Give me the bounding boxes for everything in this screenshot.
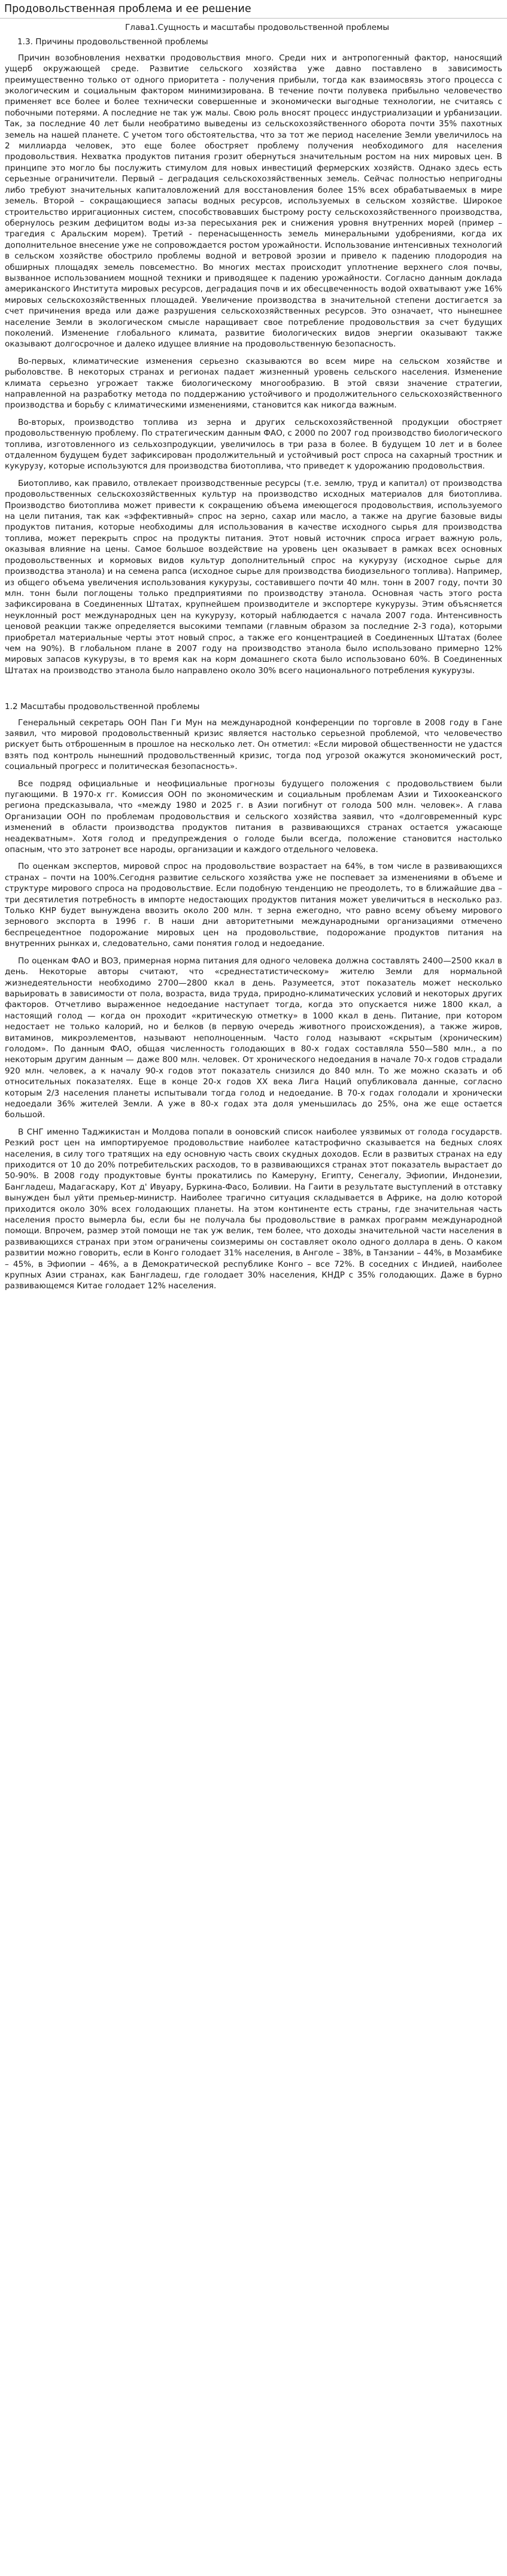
paragraph: Биотопливо, как правило, отвлекает производственные ресурсы (т.е. землю, труд и капитал) от производства продовольственных сельскохозяйственных культур на производство исходных материалов для биотоплива. Производство биотоплива может привести к сокращению объема имеющегося продовольствия, используемого на цели питания, так как «эффективный» спрос на зерно, сахар или масло, а также на другие базовые виды продуктов питания, которые необходимы для использования в качестве исходного сырья для производства топлива, может перекрыть спрос на продукты питания. Этот новый источник спроса играет важную роль, оказывая влияние на цены. Самое большое воздействие на уровень цен оказывает в рамках всех основных продовольственных и кормовых видов культур дополнительный спрос на кукурузу (исходное сырье для производства этанола) и на семена рапса (исходное сырье для производства биодизельного топлива). Например, из общего объема увеличения использования кукурузы, составившего почти 40 млн. тонн в 2007 году, почти 30 млн. тонн были поглощены только предприятиями по производству этанола. Основная часть этого роста зафиксирована в Соединенных Штатах, крупнейшем производителе и экспортере кукурузы. Этим объясняется неуклонный рост международных цен на кукурузу, который наблюдается с начала 2007 года. Интенсивность ценовой реакции также определяется высокими темпами (главным образом за последние 2-3 года), которыми приобретал материальные черты этот новый спрос, а также его концентрацией в Соединенных Штатах (более чем на 90%). В глобальном плане в 2007 году на производство этанола было использовано примерно 12% мировых запасов кукурузы, в то время как на корм домашнего скота было использовано 60%. В Соединенных Штатах на производство этанола было направлено около 30% всего национального потребления кукурузы. [5,478,502,676]
paragraph: Во-вторых, производство топлива из зерна и других сельскохозяйственной продукции обостряет продовольственную проблему. По стратегическим данным ФАО, с 2000 по 2007 год производство биологического топлива, изготовленного из сельхозпродукции, увеличилось в три раза в более. В будущем 10 лет и в более отдаленном будущем будет зафиксирован продолжительный и устойчивый рост спроса на сахарный тростник и кукурузу, которые используются для производства биотоплива, что приведет к удорожанию продовольствия. [5,417,502,472]
page-header [0,0,507,19]
section-scale [5,701,502,1292]
paragraph: Во-первых, климатические изменения серьезно сказываются во всем мире на сельском хозяйстве и рыболовстве. В некоторых странах и регионах падает жизненный уровень сельского населения. Изменение климата серьезно угрожает также биологическому многообразию. В этой связи значение стратегии, направленной на разработку метода по поддержанию устойчивого и продолжительного сельскохозяйственного производства и борьбу с климатическими изменениями, становится как никогда важным. [5,356,502,410]
section-heading: 1.2 Масштабы продовольственной проблемы [5,702,200,712]
document-body [0,22,507,1292]
page-title: Продовольственная проблема и ее решение [4,3,251,15]
section-heading: 1.3. Причины продовольственной проблемы [17,37,208,47]
chapter-heading: Глава1.Сущность и масштабы продовольственной проблемы [125,23,390,32]
paragraph: В СНГ именно Таджикистан и Молдова попали в ооновский список наиболее уязвимых от голода государств. Резкий рост цен на импортируемое продовольствие наиболее катастрофично сказывается на бедных слоях населения, в силу того тратящих на еду основную часть своих скудных доходов. Если в развитых странах на еду приходится от 10 до 20% потребительских расходов, то в развивающихся странах этот показатель вырастает до 50-90%. В 2008 году продуктовые бунты прокатились по Камеруну, Египту, Сенегалу, Эфиопии, Индонезии, Бангладеш, Мадагаскару, Кот д' Ивуару, Буркина-Фасо, Боливии. На Гаити в результате выступлений в отставку вынужден был уйти премьер-министр. Наиболее трагично ситуация складывается в Африке, на долю которой приходится около 30% всех голодающих планеты. На этом континенте есть страны, где значительная часть населения просто вымерла бы, если бы не получала бы продовольствие в рамках программ международной помощи. Впрочем, размер этой помощи не так уж велик, тем более, что доходы значительной части населения в развивающихся странах при этом ограничены соизмеримы он составляет около одного доллара в день. О каком развитии можно говорить, если в Конго голодает 31% населения, в Анголе – 38%, в Танзании – 44%, в Мозамбике – 45%, в Эфиопии – 46%, а в Демократической республике Конго – все 72%. В соседних с Индией, наиболее крупных Азии странах, как Бангладеш, где голодает 30% населения, КНДР с 35% голодающих. Даже в бурно развивающемся Китае голодает 12% населения. [5,1127,502,1291]
paragraph: Генеральный секретарь ООН Пан Ги Мун на международной конференции по торговле в 2008 году в Гане заявил, что мировой продовольственный кризис является настолько серьезной проблемой, что человечество рискует быть отброшенным в прошлое на несколько лет. Он отметил: «Если мировой общественности не удастся взять под контроль нынешний продовольственный кризис, тогда под угрозой окажутся экономический рост, социальный прогресс и политическая безопасность». [5,717,502,772]
paragraph: Все подряд официальные и неофициальные прогнозы будущего положения с продовольствием были пугающими. В 1970-х гг. Комиссия ООН по экономическим и социальным проблемам Азии и Тихоокеанского региона предсказывала, что «между 1980 и 2025 г. в Азии погибнут от голода 500 млн. человек». А глава Организации ООН по проблемам продовольствия и сельского хозяйства заявил, что «долговременный курс изменений в области производства продуктов питания в развивающихся странах остается ужасающе неадекватным». Хотя голод и предупреждения о голоде были всегда, положение становится настолько опасным, что это затронет все народы, организации и каждого отдельного человека. [5,778,502,855]
paragraph: Причин возобновления нехватки продовольствия много. Среди них и антропогенный фактор, наносящий ущерб окружающей среде. Развитие сельского хозяйства уже давно поставлено в зависимость преимущественно только от одного приоритета - получения прибыли, тогда как взаимосвязь этого процесса с экологическим и социальным фактором минимизирована. В течение почти полувека прибыльно человечество применяет все более и более технически совершенные и экономически выгодные технологии, не считаясь с побочными потерями. А последние не так уж малы. Свою роль вносят процесс индустриализации и урбанизации. Так, за последние 40 лет были необратимо выведены из сельскохозяйственного оборота почти 35% пахотных земель на нашей планете. С учетом того обстоятельства, что за тот же период население Земли увеличилось на 2 миллиарда человек, это еще более обостряет проблему получения необходимого для населения продовольствия. Нехватка продуктов питания грозит обернуться значительным ростом на них мировых цен. В принципе это могло бы послужить стимулом для новых инвестиций фермерских хозяйств. Однако здесь есть серьезные ограничители. Первый – деградация сельскохозяйственных земель. Сейчас полностью непригодны либо требуют значительных капиталовложений для восстановления более 15% всех обрабатываемых в мире земель. Второй – сокращающиеся запасы водных ресурсов, используемых в сельском хозяйстве. Широкое строительство ирригационных систем, способствовавших быстрому росту сельскохозяйственного производства, обернулось резким дефицитом воды из-за пересыхания рек и снижения уровня внутренних морей (пример – трагедия с Аральским морем). Третий - перенасыщенность земель минеральными удобрениями, когда их дополнительное внесение уже не сопровождается ростом урожайности. Использование интенсивных технологий в сельском хозяйстве обострило проблемы водной и ветровой эрозии и привело к падению плодородия на обширных площадях земель повсеместно. Во многих местах происходит уплотнение верхнего слоя почвы, вызванное использованием мощной техники и приводящее к падению урожайности. Согласно данным доклада американского Института мировых ресурсов, деградация почв и их обесцвеченность водой охватывают уже 16% мировых сельскохозяйственных площадей. Увеличение производства в значительной степени достигается за счет причинения вреда или даже разрушения сельскохозяйственных ресурсов. Это означает, что нынешнее население Земли в экологическом смысле наращивает свое потребление продовольствия за счет будущих поколений. Изменение глобального климата, развитие биологических видов энергии оказывают также оказывают долгосрочное и далеко идущее влияние на продовольственную безопасность. [5,53,502,349]
paragraph: По оценкам экспертов, мировой спрос на продовольствие возрастает на 64%, в том числе в развивающихся странах – почти на 100%.Сегодня развитие сельского хозяйства уже не поспевает за изменениями в объеме и структуре мирового спроса на продовольствие. Если подобную тенденцию не преодолеть, то в ближайшие два – три десятилетия потребность в импорте недостающих продуктов питания может увеличиться в несколько раз. Только КНР будет вынуждена ввозить около 200 млн. т зерна ежегодно, что равно всему объему мирового зернового экспорта в 1996 г. В наши дни авторитетными международными организациями отмечено беспрецедентное подорожание мировых цен на продовольствие, подорожание продуктов питания на внутренних рынках и, следовательно, сами понятия голод и недоедание. [5,862,502,949]
section-causes [5,37,502,676]
paragraph: По оценкам ФАО и ВОЗ, примерная норма питания для одного человека должна составлять 2400—2500 ккал в день. Некоторые авторы считают, что «среднестатистическому» жителю Земли для нормальной жизнедеятельности необходимо 2700—2800 ккал в день. Разумеется, этот показатель может несколько варьировать в зависимости от пола, возраста, вида труда, природно-климатических условий и некоторых других факторов. Отчетливо выраженное недоедание наступает тогда, когда это опускается ниже 1800 ккал, а настоящий голод — когда он проходит «критическую отметку» в 1000 ккал в день. Питание, при котором недостает не только калорий, но и белков (в первую очередь животного происхождения), а также жиров, витаминов, микроэлементов, называют неполноценным. Часто голод называют «скрытым (хроническим) голодом». По данным ФАО, общая численность голодающих в 80-х годах составляла 550—580 млн., а по некоторым другим данным — даже 800 млн. человек. От хронического недоедания в начале 70-х годов страдали 920 млн. человек, а к началу 90-х годов этот показатель снизился до 840 млн. То же можно сказать и об относительных показателях. Еще в конце 20-х годов XX века Лига Наций опубликовала данные, согласно которым 2/3 населения планеты испытывали тогда голод и недоедание. В 70-х годах голодали и хронически недоедали 36% жителей Земли. А уже в 80-х годах эта доля уменьшилась до 25%, она же еще остается большой. [5,956,502,1120]
